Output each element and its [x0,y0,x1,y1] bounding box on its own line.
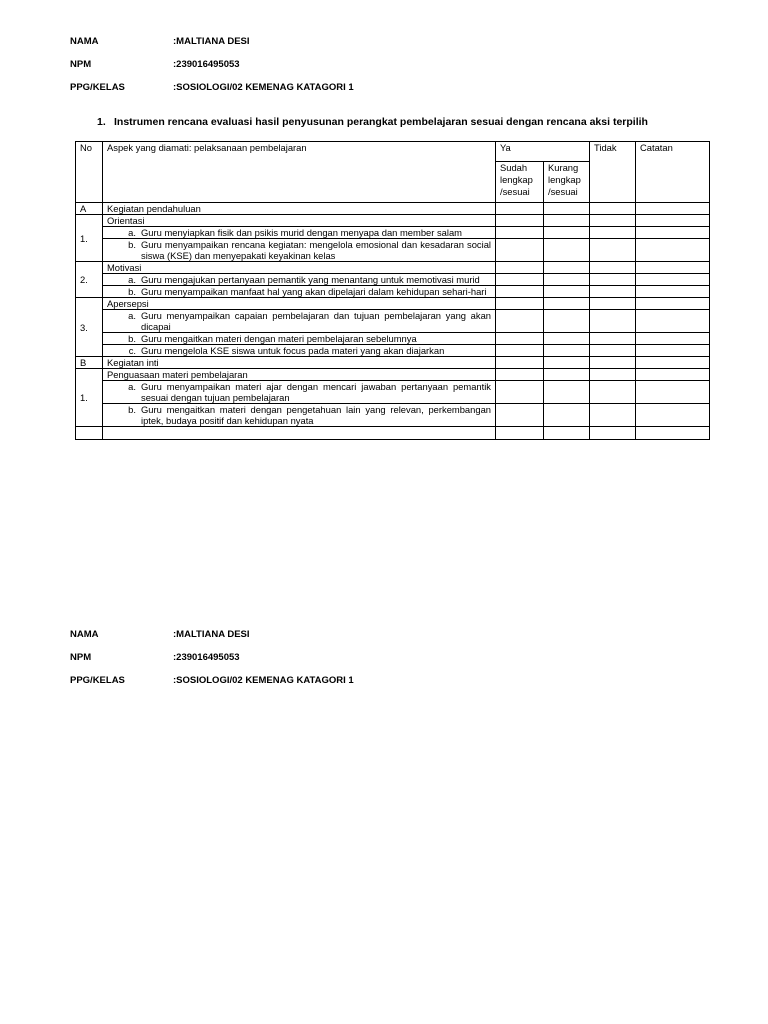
subsection-title: Apersepsi [103,298,496,310]
nama-row [70,36,354,59]
table-row [76,262,710,274]
npm-row [70,59,354,82]
section-title: Kegiatan inti [103,357,496,369]
nama-value: :MALTIANA DESI [173,36,250,47]
table-row [76,286,710,298]
nama-label: NAMA [70,629,99,640]
table-row [76,239,710,262]
evaluation-table [75,141,710,440]
list-item: a. Guru menyampaikan materi ajar dengan mencari jawaban pertanyaan pemantik sesuai dengan tujuan pembelajaran [128,381,491,403]
table-row [76,333,710,345]
section-code: B [76,357,103,369]
header-ya: Ya [496,142,590,162]
list-item: b. Guru menyampaikan manfaat hal yang akan dipelajari dalam kehidupan sehari-hari [128,286,487,297]
table-row [76,404,710,427]
nama-row [70,629,354,652]
header-kurang: Kurang lengkap /sesuai [544,162,590,203]
list-item: a. Guru mengajukan pertanyaan pemantik yang menantang untuk memotivasi murid [128,274,480,285]
table-row [76,227,710,239]
kelas-label: PPG/KELAS [70,82,125,93]
list-item: c. Guru mengelola KSE siswa untuk focus pada materi yang akan diajarkan [128,345,445,356]
row-number: 2. [76,262,103,298]
kelas-value: :SOSIOLOGI/02 KEMENAG KATAGORI 1 [173,675,354,686]
table-row [76,310,710,333]
nama-value: :MALTIANA DESI [173,629,250,640]
student-info-bottom [70,629,354,698]
header-sudah: Sudah lengkap /sesuai [496,162,544,203]
table-row [76,381,710,404]
list-item: a. Guru menyiapkan fisik dan psikis murid dengan menyapa dan member salam [128,227,462,238]
npm-value: :239016495053 [173,59,240,70]
table-row [76,215,710,227]
heading-text: Instrumen rencana evaluasi hasil penyusunan perangkat pembelajaran sesuai dengan rencana aksi terpilih [114,116,648,128]
table-row [76,203,710,215]
table-row [76,369,710,381]
npm-label: NPM [70,59,92,70]
npm-label: NPM [70,652,92,663]
subsection-title: Penguasaan materi pembelajaran [103,369,496,381]
table-row [76,357,710,369]
heading-number: 1. [97,116,106,128]
table-row [76,298,710,310]
table-row-empty [76,427,710,440]
subsection-title: Orientasi [103,215,496,227]
kelas-row [70,82,354,105]
header-catatan: Catatan [636,142,710,203]
list-item: b. Guru menyampaikan rencana kegiatan: mengelola emosional dan kesadaran social siswa (KSE) dan menyepakati keyakinan kelas [128,239,491,261]
list-item: b. Guru mengaitkan materi dengan pengetahuan lain yang relevan, perkembangan iptek, budaya positif dan kehidupan nyata [128,404,491,426]
header-aspek: Aspek yang diamati: pelaksanaan pembelajaran [103,142,496,203]
npm-value: :239016495053 [173,652,240,663]
table-row [76,274,710,286]
kelas-value: :SOSIOLOGI/02 KEMENAG KATAGORI 1 [173,82,354,93]
subsection-title: Motivasi [103,262,496,274]
npm-row [70,652,354,675]
kelas-label: PPG/KELAS [70,675,125,686]
row-number: 1. [76,215,103,262]
student-info-top [70,36,354,105]
header-tidak: Tidak [590,142,636,203]
row-number: 1. [76,369,103,427]
section-title: Kegiatan pendahuluan [103,203,496,215]
header-no: No [76,142,103,203]
section-code: A [76,203,103,215]
row-number: 3. [76,298,103,357]
list-item: a. Guru menyampaikan capaian pembelajaran dan tujuan pembelajaran yang akan dicapai [128,310,491,332]
nama-label: NAMA [70,36,99,47]
kelas-row [70,675,354,698]
section-heading [97,116,648,128]
list-item: b. Guru mengaitkan materi dengan materi pembelajaran sebelumnya [128,333,417,344]
table-row [76,345,710,357]
